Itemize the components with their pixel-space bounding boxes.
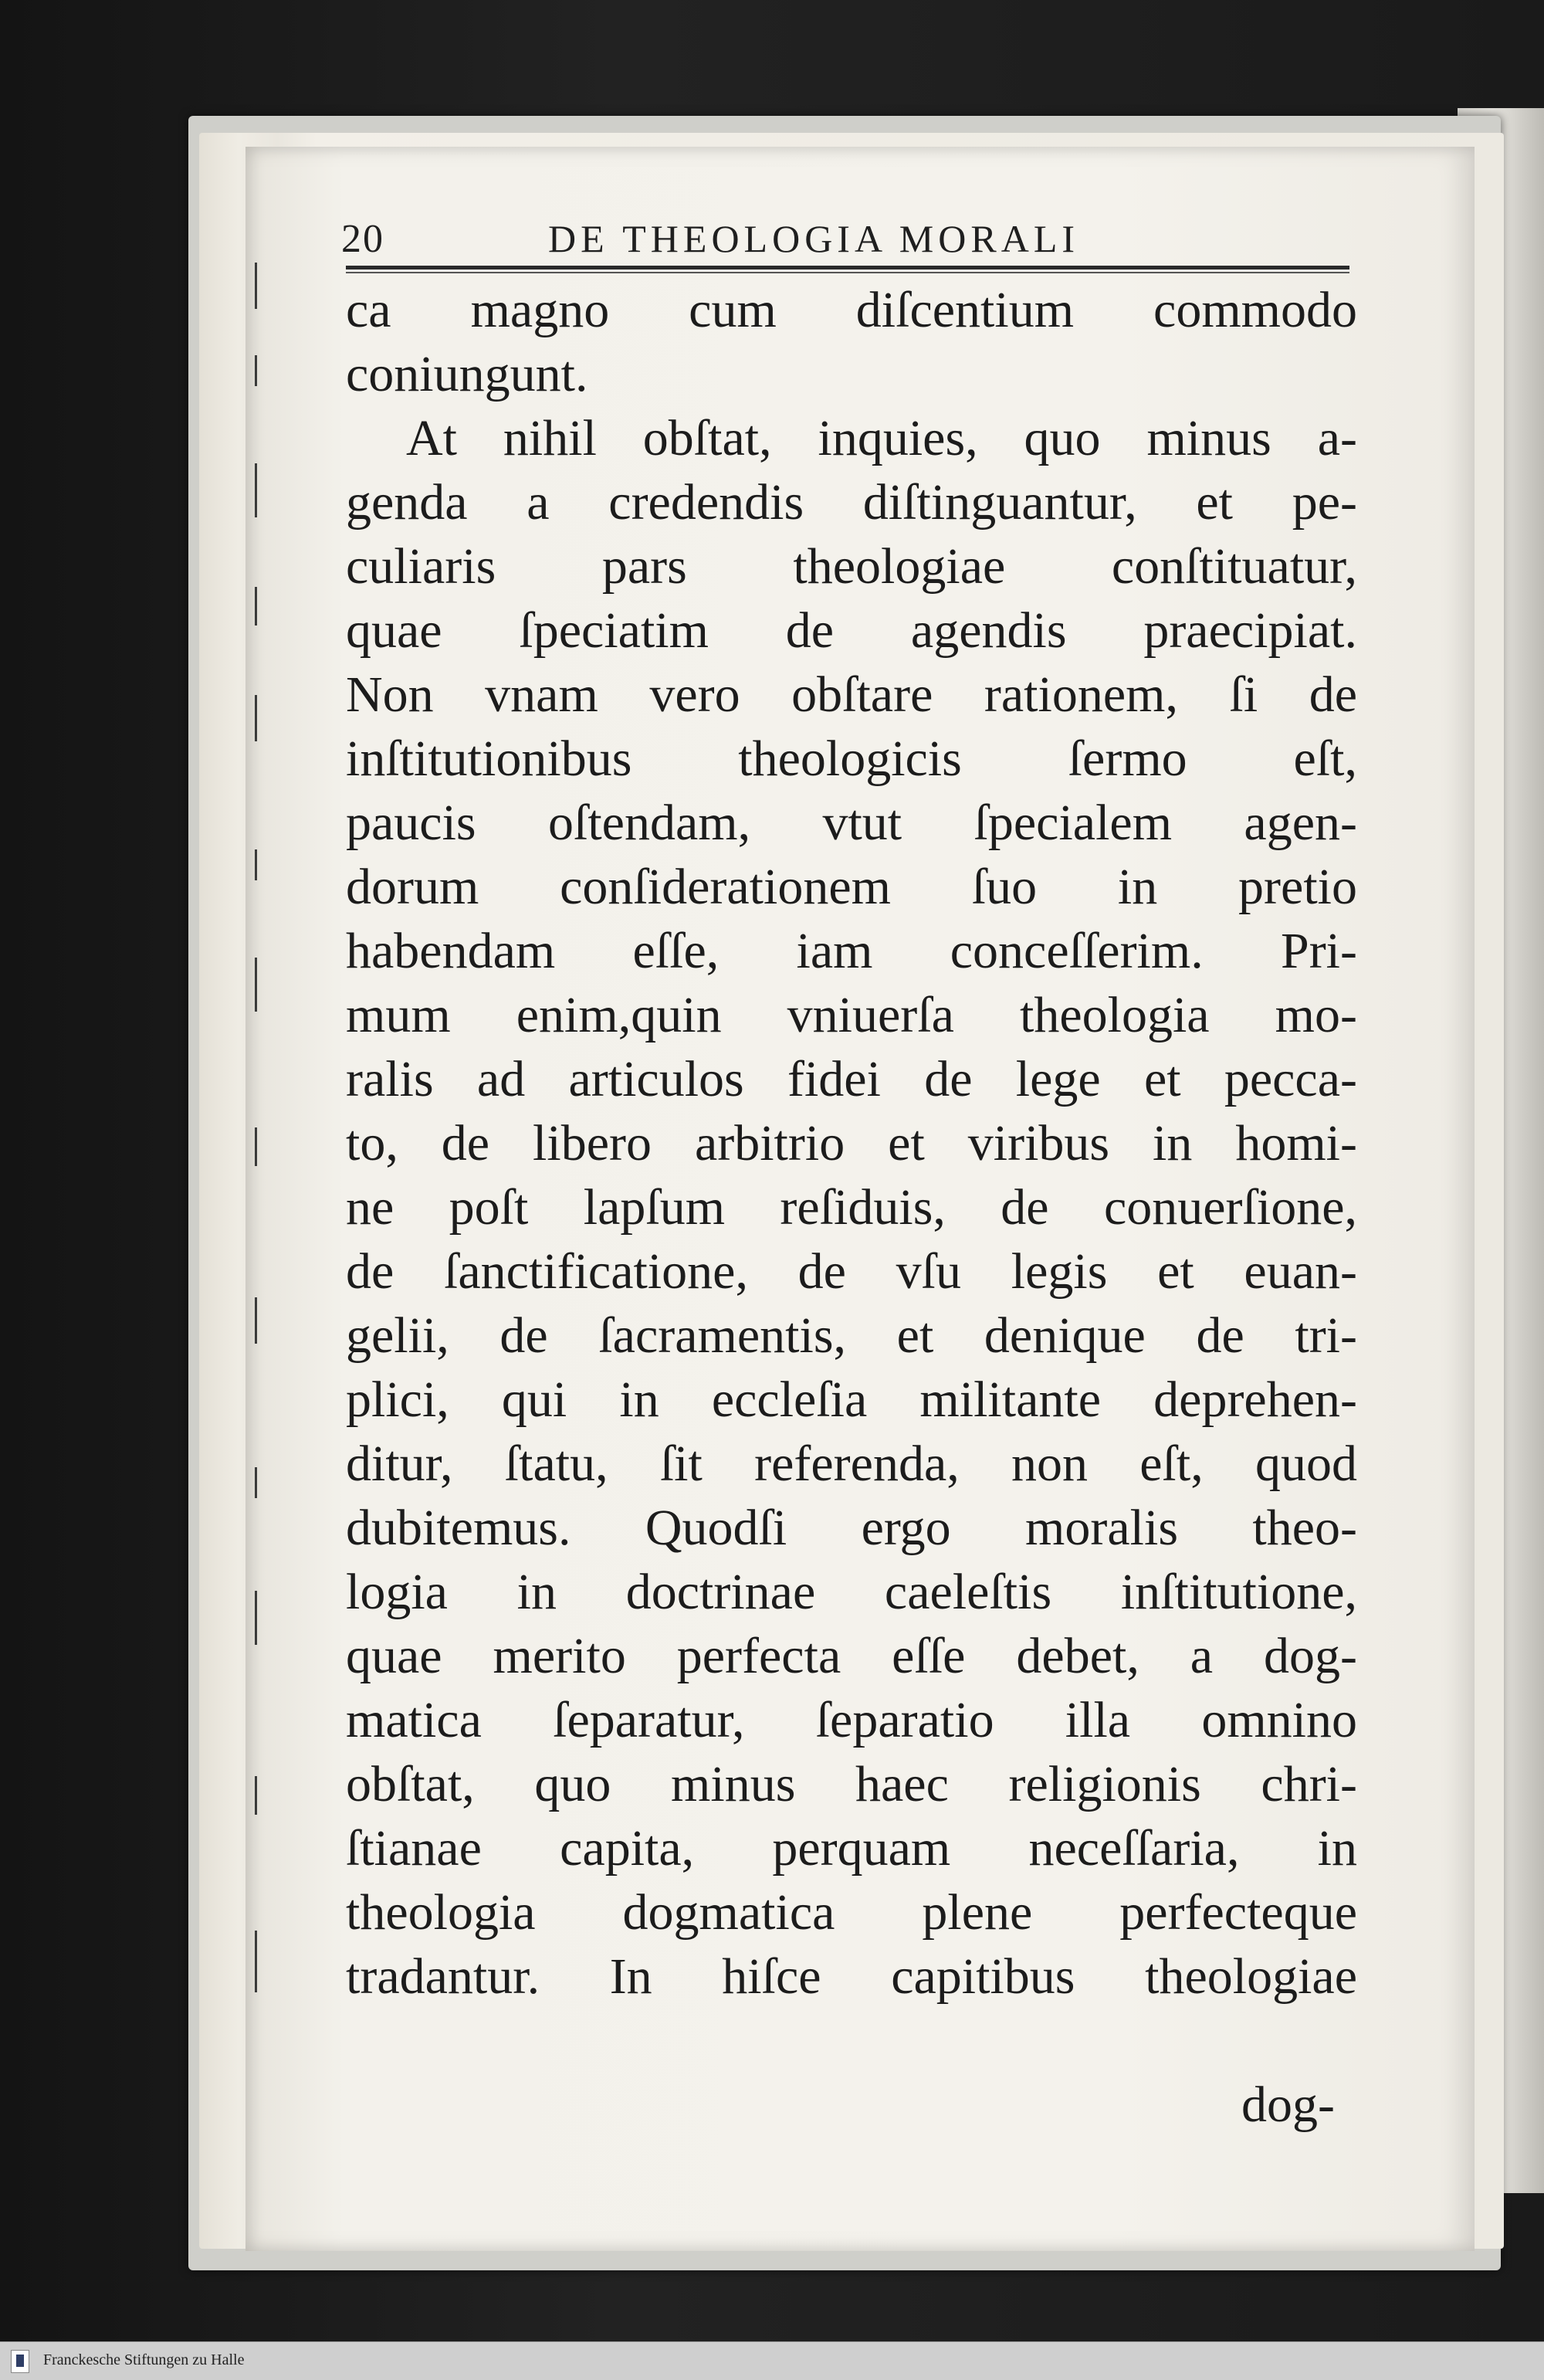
header-rule	[346, 266, 1349, 270]
text-line: logia in doctrinae caeleſtis inſtitutione,	[346, 1564, 1357, 1620]
institution-logo-icon	[11, 2350, 29, 2373]
text-line: to, de libero arbitrio et viribus in homi-	[346, 1115, 1357, 1171]
page-header	[341, 202, 1345, 264]
text-line: quae merito perfecta eſſe debet, a dog-	[346, 1628, 1357, 1684]
text-line: tradantur. In hiſce capitibus theologiae	[346, 1948, 1357, 2005]
text-line: dubitemus. Quodſi ergo moralis theo-	[346, 1500, 1357, 1556]
text-line: coniungunt.	[346, 346, 588, 402]
text-line: gelii, de ſacramentis, et denique de tri-	[346, 1307, 1357, 1364]
text-line: culiaris pars theologiae conſtituatur,	[346, 538, 1357, 595]
text-line: obſtat, quo minus haec religionis chri-	[346, 1756, 1357, 1812]
text-line: Non vnam vero obſtare rationem, ſi de	[346, 666, 1357, 723]
text-line: ne poſt lapſum reſiduis, de conuerſione,	[346, 1179, 1357, 1236]
binding-margin-marks	[252, 263, 267, 2116]
text-line: theologia dogmatica plene perfecteque	[346, 1884, 1357, 1941]
running-title: DE THEOLOGIA MORALI	[548, 217, 1080, 260]
text-line: ditur, ſtatu, ſit referenda, non eſt, quod	[346, 1436, 1357, 1492]
text-line: paucis oſtendam, vtut ſpecialem agen-	[346, 795, 1357, 851]
text-line: inſtitutionibus theologicis ſermo eſt,	[346, 731, 1357, 787]
text-line: dorum conſiderationem ſuo in pretio	[346, 859, 1357, 915]
body-text	[346, 278, 1357, 2009]
text-line: matica ſeparatur, ſeparatio illa omnino	[346, 1692, 1357, 1748]
text-line: At nihil obſtat, inquies, quo minus a-	[406, 410, 1357, 466]
text-line: mum enim,quin vniuerſa theologia mo-	[346, 987, 1357, 1043]
text-line: ca magno cum diſcentium commodo	[346, 282, 1357, 338]
text-line: quae ſpeciatim de agendis praecipiat.	[346, 602, 1357, 659]
text-line: ralis ad articulos fidei de lege et pecca-	[346, 1051, 1357, 1107]
text-line: de ſanctificatione, de vſu legis et euan-	[346, 1243, 1357, 1300]
text-line: plici, qui in eccleſia militante deprehen-	[346, 1371, 1357, 1428]
header-rule-thin	[346, 272, 1349, 273]
institution-name: Franckesche Stiftungen zu Halle	[43, 2351, 245, 2368]
page-number: 20	[341, 217, 384, 261]
footer-bar	[0, 2341, 1544, 2380]
catchword: dog-	[1241, 2077, 1335, 2133]
text-line: habendam eſſe, iam conceſſerim. Pri-	[346, 923, 1357, 979]
text-line: genda a credendis diſtinguantur, et pe-	[346, 474, 1357, 531]
text-line: ſtianae capita, perquam neceſſaria, in	[346, 1820, 1357, 1877]
